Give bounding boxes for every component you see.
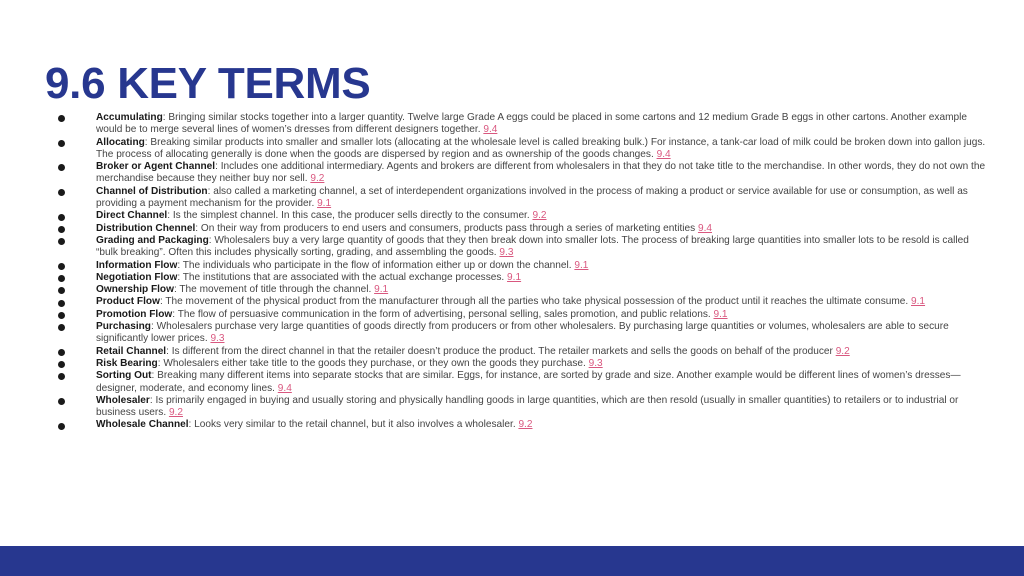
- term-definition: : Is different from the direct channel in that the retailer doesn’t produce the product. The retailer markets and sells the goods on behalf of the producer: [166, 345, 836, 357]
- section-link[interactable]: 9.4: [697, 222, 712, 234]
- term-name: Promotion Flow: [96, 308, 173, 320]
- section-link[interactable]: 9.3: [499, 247, 514, 259]
- section-link[interactable]: 9.2: [310, 173, 325, 185]
- key-terms-list: [96, 112, 986, 432]
- list-item: [96, 284, 986, 296]
- term-definition: : Breaking many different items into separate stocks that are similar. Eggs, for instance, are sorted by grade and size. Another example would be different lines of women’s dresses—designer, moderate, and economy lines.: [96, 370, 961, 394]
- term-name: Grading and Packaging: [96, 234, 209, 246]
- list-item: [96, 296, 986, 308]
- list-item: [96, 223, 986, 235]
- list-item: [96, 186, 986, 211]
- term-name: Wholesale Channel: [96, 419, 189, 431]
- term-name: Sorting Out: [96, 370, 152, 382]
- term-definition: : The flow of persuasive communication in the form of advertising, personal selling, sales promotion, and public relations.: [172, 308, 714, 320]
- list-item: [96, 370, 986, 395]
- term-definition: : The individuals who participate in the flow of information either up or down the channel.: [177, 259, 575, 271]
- term-definition: : Is the simplest channel. In this case, the producer sells directly to the consumer.: [167, 210, 533, 222]
- section-link[interactable]: 9.4: [483, 124, 498, 136]
- term-name: Channel of Distribution: [96, 185, 208, 197]
- list-item: [96, 260, 986, 272]
- section-link[interactable]: 9.1: [507, 271, 522, 283]
- list-item: [96, 137, 986, 162]
- term-name: Information Flow: [96, 259, 178, 271]
- list-item: [96, 321, 986, 346]
- section-link[interactable]: 9.4: [656, 148, 671, 160]
- term-name: Risk Bearing: [96, 357, 158, 369]
- list-item: [96, 161, 986, 186]
- term-definition: : Wholesalers buy a very large quantity of goods that they then break down into smaller lots. The process of breaking large quantities into smaller lots to be resold is called “bulk breaking”. Often this includes physically sorting, grading, and assembling the goods.: [96, 234, 969, 259]
- slide-title: 9.6 KEY TERMS: [45, 59, 371, 108]
- term-name: Purchasing: [96, 321, 151, 333]
- term-definition: : Wholesalers either take title to the goods they purchase, or they own the goods they purchase.: [157, 357, 589, 369]
- term-definition: : Looks very similar to the retail channel, but it also involves a wholesaler.: [188, 419, 519, 431]
- list-item: [96, 395, 986, 420]
- section-link[interactable]: 9.2: [518, 419, 533, 431]
- term-name: Direct Channel: [96, 210, 168, 222]
- term-name: Ownership Flow: [96, 284, 174, 296]
- term-name: Retail Channel: [96, 345, 167, 357]
- term-definition: : also called a marketing channel, a set of interdependent organizations involved in the process of making a product or service available for use or consumption, as well as providing a payment mechanism for the provider.: [96, 185, 968, 210]
- section-link[interactable]: 9.3: [588, 357, 603, 369]
- list-item: [96, 346, 986, 358]
- term-name: Broker or Agent Channel: [96, 161, 216, 173]
- term-definition: : Is primarily engaged in buying and usually storing and physically handling goods in large quantities, which are then resold (usually in smaller quantities) to retailers or to industrial or business users.: [96, 394, 959, 419]
- term-definition: : Breaking similar products into smaller and smaller lots (allocating at the wholesale level is called breaking bulk.) For instance, a tank-car load of milk could be broken down into gallon jugs. The process of allocating generally is done when the goods are dispersed by region and as ownership of the goods changes.: [96, 136, 986, 160]
- term-name: Allocating: [96, 136, 145, 148]
- term-name: Distribution Chennel: [96, 222, 196, 234]
- list-item: [96, 419, 986, 431]
- footer-bar: [0, 546, 1024, 576]
- term-definition: : Includes one additional intermediary. Agents and brokers are different from wholesalers in that they do not take title to the merchandise. In other words, they do not own the merchandise because they neither buy nor sell.: [96, 161, 986, 185]
- section-link[interactable]: 9.1: [317, 198, 332, 210]
- section-link[interactable]: 9.1: [713, 308, 728, 320]
- list-item: [96, 272, 986, 284]
- list-item: [96, 112, 986, 137]
- term-definition: : The institutions that are associated with the actual exchange processes.: [177, 271, 508, 283]
- section-link[interactable]: 9.4: [277, 382, 292, 394]
- term-definition: : The movement of the physical product from the manufacturer through all the parties who take physical possession of the product until it reaches the ultimate consume.: [159, 296, 912, 308]
- term-definition: : Wholesalers purchase very large quantities of goods directly from producers or from other wholesalers. By purchasing large quantities or volumes, wholesalers are able to secure significantly lower prices.: [96, 321, 949, 345]
- section-link[interactable]: 9.2: [168, 407, 183, 419]
- section-link[interactable]: 9.3: [210, 333, 225, 345]
- section-link[interactable]: 9.2: [835, 345, 850, 357]
- term-name: Negotiation Flow: [96, 271, 178, 283]
- term-definition: : On their way from producers to end users and consumers, products pass through a series of marketing entities: [195, 222, 698, 234]
- term-definition: : Bringing similar stocks together into a larger quantity. Twelve large Grade A eggs could be placed in some cartons and 12 medium Grade B eggs in other cartons. Another example would be to merge several lines of women’s dresses from different designers together.: [96, 112, 967, 136]
- term-definition: : The movement of title through the channel.: [173, 284, 375, 296]
- term-name: Wholesaler: [96, 394, 150, 406]
- section-link[interactable]: 9.1: [374, 284, 389, 296]
- section-link[interactable]: 9.2: [532, 210, 547, 222]
- term-name: Accumulating: [96, 112, 163, 123]
- list-item: [96, 358, 986, 370]
- term-name: Product Flow: [96, 296, 160, 308]
- list-item: [96, 309, 986, 321]
- section-link[interactable]: 9.1: [574, 259, 589, 271]
- list-item: [96, 235, 986, 260]
- list-item: [96, 210, 986, 222]
- section-link[interactable]: 9.1: [911, 296, 926, 308]
